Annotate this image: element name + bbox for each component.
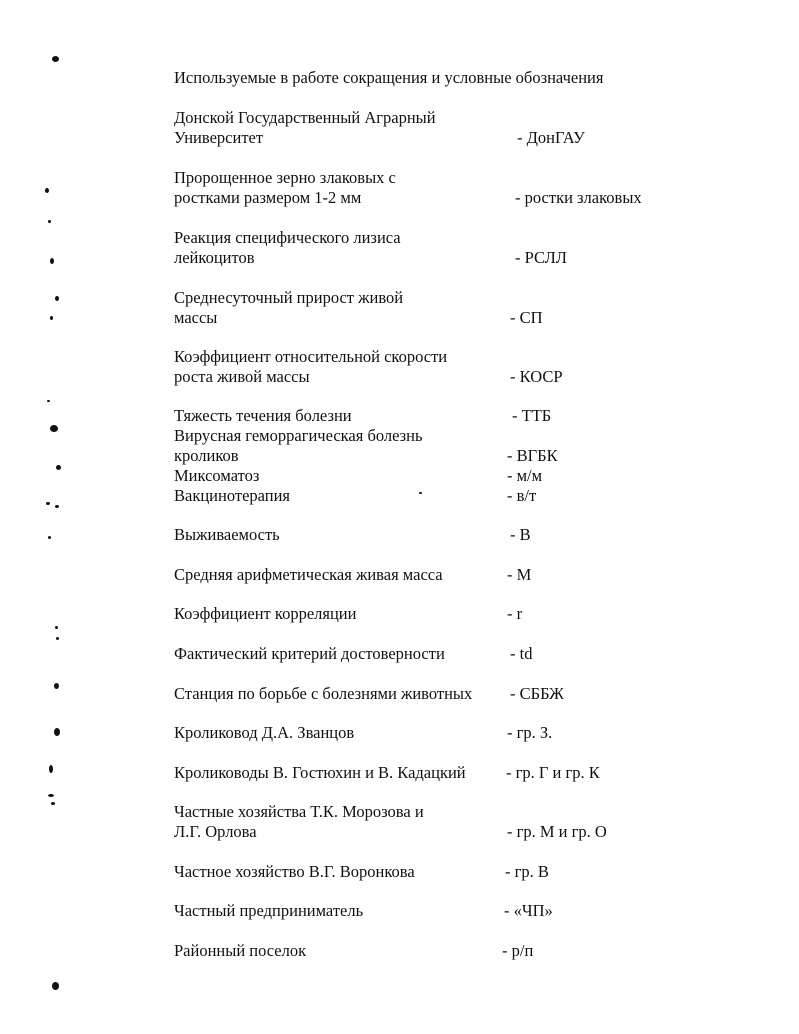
- entry-term: Выживаемость: [174, 525, 280, 544]
- scan-speck: [54, 728, 60, 736]
- entry-abbreviation: - r: [507, 604, 523, 623]
- entry-term-continued: массы: [174, 308, 218, 327]
- scan-speck: [54, 683, 59, 689]
- scan-speck: [45, 188, 49, 193]
- scan-speck: [50, 316, 53, 320]
- entry-term: Вакцинотерапия: [174, 486, 291, 505]
- scan-speck: [48, 794, 54, 797]
- scan-speck: [56, 465, 61, 470]
- entry-abbreviation: - ростки злаковых: [515, 188, 642, 207]
- entry-term: Вирусная геморрагическая болезнь: [174, 426, 423, 445]
- entry-term-continued: роста живой массы: [174, 367, 310, 386]
- entry-abbreviation: - ТТБ: [512, 406, 552, 425]
- scan-speck: [55, 296, 59, 301]
- scan-speck: [50, 258, 54, 264]
- scan-speck: [56, 637, 59, 640]
- entry-abbreviation: - гр. Г и гр. К: [506, 763, 600, 782]
- entry-term: Тяжесть течения болезни: [174, 406, 352, 425]
- scan-speck: [48, 220, 51, 223]
- scan-speck: [50, 425, 58, 432]
- scan-speck: [52, 982, 59, 990]
- scan-speck: [47, 400, 50, 402]
- entry-term: Районный поселок: [174, 941, 307, 960]
- entry-abbreviation: - СББЖ: [510, 684, 564, 703]
- entry-term-continued: лейкоцитов: [174, 248, 255, 267]
- entry-abbreviation: - «ЧП»: [504, 901, 553, 920]
- scan-speck: [48, 536, 51, 539]
- entry-abbreviation: - м/м: [507, 466, 543, 485]
- entry-term: Пророщенное зерно злаковых с: [174, 168, 396, 187]
- entry-abbreviation: - гр. М и гр. О: [507, 822, 607, 841]
- entry-term: Частные хозяйства Т.К. Морозова и: [174, 802, 424, 821]
- entry-abbreviation: - В: [510, 525, 531, 544]
- entry-term-continued: Университет: [174, 128, 264, 147]
- entry-abbreviation: - гр. В: [505, 862, 549, 881]
- entry-term: Реакция специфического лизиса: [174, 228, 401, 247]
- scan-speck: [52, 56, 59, 62]
- entry-abbreviation: - ДонГАУ: [517, 128, 585, 147]
- entry-term: Коэффициент корреляции: [174, 604, 357, 623]
- entry-term: Станция по борьбе с болезнями животных: [174, 684, 473, 703]
- entry-term: Кролиководы В. Гостюхин и В. Кадацкий: [174, 763, 466, 782]
- entry-abbreviation: - РСЛЛ: [515, 248, 567, 267]
- entry-term: Кроликовод Д.А. Званцов: [174, 723, 355, 742]
- entry-term-continued: ростками размером 1-2 мм: [174, 188, 362, 207]
- entry-term: Частный предприниматель: [174, 901, 364, 920]
- entry-abbreviation: - td: [510, 644, 533, 663]
- scan-speck: [46, 502, 50, 505]
- entry-term-continued: Л.Г. Орлова: [174, 822, 257, 841]
- entry-term-continued: кроликов: [174, 446, 239, 465]
- entry-term: Миксоматоз: [174, 466, 260, 485]
- entry-term: Коэффициент относительной скорости: [174, 347, 448, 366]
- entry-term: Фактический критерий достоверности: [174, 644, 445, 663]
- entry-abbreviation: - СП: [510, 308, 543, 327]
- entry-term: Донской Государственный Аграрный: [174, 108, 436, 127]
- entry-term: Частное хозяйство В.Г. Воронкова: [174, 862, 415, 881]
- page-title: Используемые в работе сокращения и условные обозначения: [174, 68, 604, 87]
- scan-speck: [49, 765, 53, 773]
- entry-abbreviation: - М: [507, 565, 532, 584]
- scan-speck: [51, 802, 55, 805]
- entry-term: Среднесуточный прирост живой: [174, 288, 404, 307]
- scan-speck: [419, 492, 422, 494]
- entry-abbreviation: - р/п: [502, 941, 534, 960]
- entry-abbreviation: - КОСР: [510, 367, 563, 386]
- entry-term: Средняя арифметическая живая масса: [174, 565, 443, 584]
- entry-abbreviation: - гр. З.: [507, 723, 553, 742]
- scan-speck: [55, 626, 58, 629]
- scan-speck: [55, 505, 59, 508]
- entry-abbreviation: - в/т: [507, 486, 537, 505]
- entry-abbreviation: - ВГБК: [507, 446, 558, 465]
